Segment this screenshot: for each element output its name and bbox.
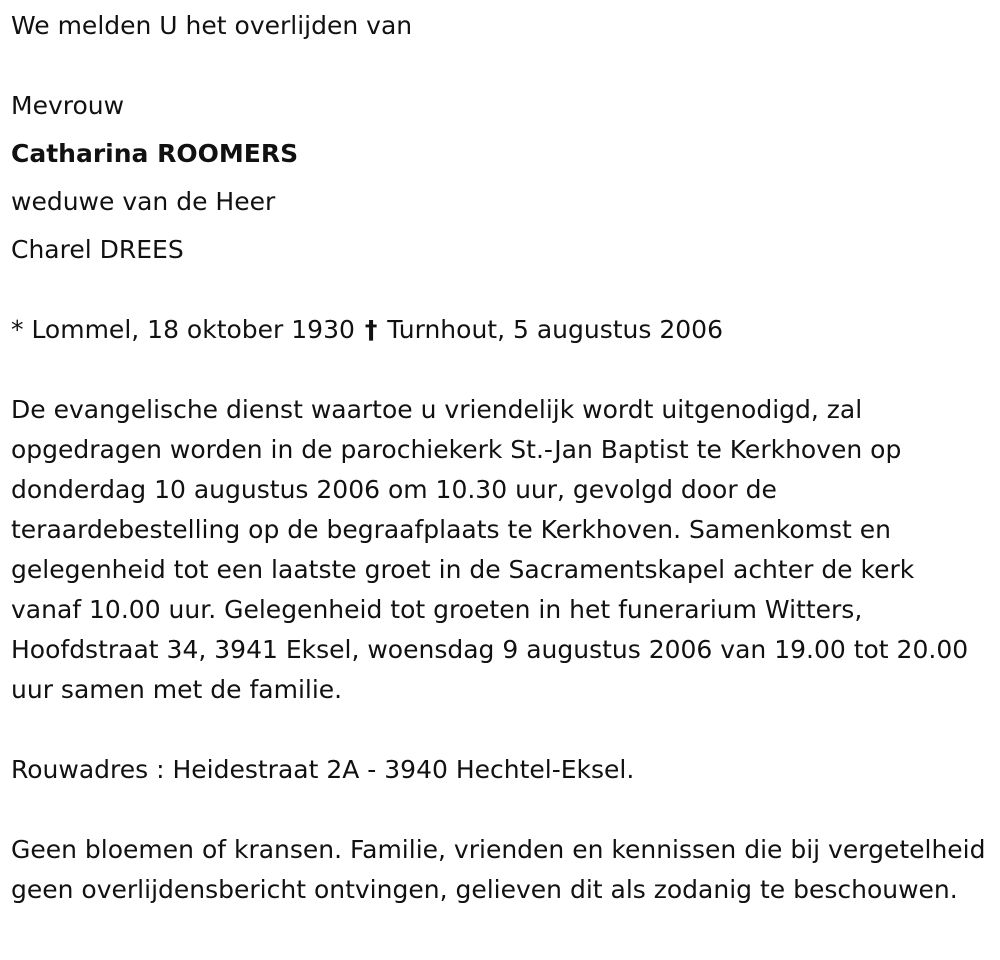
service-paragraph: De evangelische dienst waartoe u vriendelijk wordt uitgenodigd, zal opgedragen worden in de parochiekerk St.-Jan Baptist te Kerkhoven op donderdag 10 augustus 2006 om 10.30 uur, gevolgd door de teraardebestelling op de begraafplaats te Kerkhoven. Samenkomst en gelegenheid tot een laatste groet in de Sacramentskapel achter de kerk vanaf 10.00 uur. Gelegenheid tot groeten in het funerarium Witters, Hoofdstraat 34, 3941 Eksel, woensdag 9 augustus 2006 van 19.00 tot 20.00 uur samen met de familie. xyxy=(11,395,969,704)
birth-info: * Lommel, 18 oktober 1930 xyxy=(11,315,355,344)
mourning-address: Rouwadres : Heidestraat 2A - 3940 Hechtel-Eksel. xyxy=(11,755,635,784)
deceased-name: Catharina ROOMERS xyxy=(11,139,299,168)
spouse-name: Charel DREES xyxy=(11,235,184,264)
intro-text: We melden U het overlijden van xyxy=(11,11,413,40)
closing-paragraph: Geen bloemen of kransen. Familie, vrienden en kennissen die bij vergetelheid geen overlijdensbericht ontvingen, gelieven dit als zodanig te beschouwen. xyxy=(11,835,986,904)
relation-text: weduwe van de Heer xyxy=(11,187,276,216)
dates-line xyxy=(11,310,723,350)
salutation: Mevrouw xyxy=(11,91,125,120)
death-info: Turnhout, 5 augustus 2006 xyxy=(387,315,723,344)
cross-icon: † xyxy=(364,315,378,344)
